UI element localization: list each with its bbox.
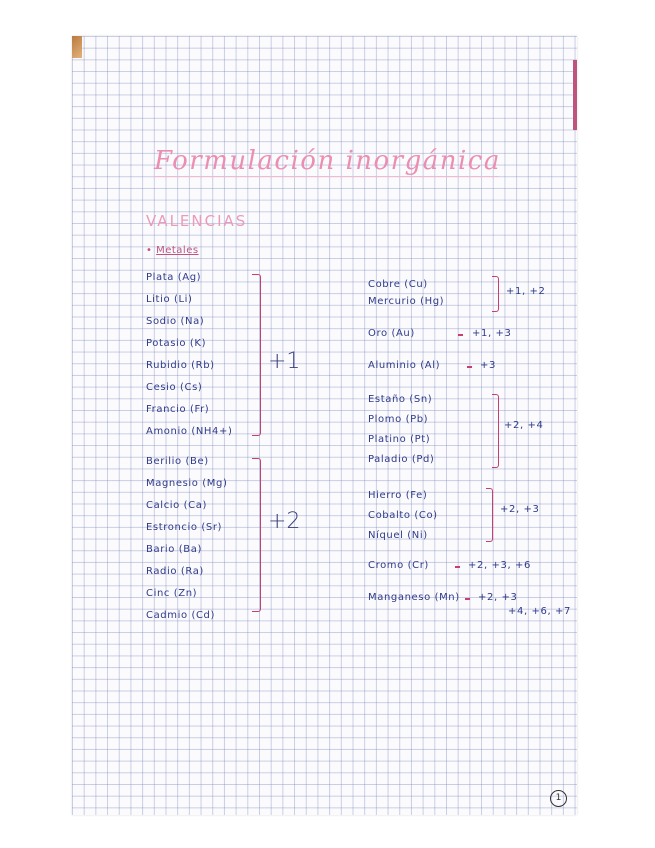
valence-label: +2, +3 (500, 504, 540, 515)
valence-label: +2 (268, 509, 301, 534)
list-item: Francio (Fr) (146, 404, 210, 415)
group-bracket (486, 488, 493, 542)
list-item: Magnesio (Mg) (146, 478, 228, 489)
list-item: Calcio (Ca) (146, 500, 207, 511)
list-item: Litio (Li) (146, 294, 193, 305)
valence-label: +1 (268, 349, 301, 374)
list-item: Rubidio (Rb) (146, 360, 215, 371)
group-bracket (467, 366, 472, 368)
list-item: Sodio (Na) (146, 316, 205, 327)
page-corner (72, 36, 82, 58)
list-item: Cromo (Cr) (368, 560, 429, 571)
list-item: Cobalto (Co) (368, 510, 438, 521)
list-item: Potasio (K) (146, 338, 207, 349)
list-item: Plata (Ag) (146, 272, 202, 283)
group-bracket (492, 394, 499, 468)
list-item: Mercurio (Hg) (368, 296, 445, 307)
group-bracket (458, 334, 463, 336)
valence-label: +4, +6, +7 (508, 606, 571, 617)
subsection-label (146, 245, 199, 256)
list-item: Cobre (Cu) (368, 279, 428, 290)
list-item: Estroncio (Sr) (146, 522, 223, 533)
list-item: Berilio (Be) (146, 456, 209, 467)
list-item: Plomo (Pb) (368, 414, 429, 425)
page-title: Formulación inorgánica (154, 146, 501, 176)
page-edge-tab (573, 60, 577, 130)
list-item: Paladio (Pd) (368, 454, 435, 465)
list-item: Platino (Pt) (368, 434, 431, 445)
list-item: Hierro (Fe) (368, 490, 428, 501)
list-item: Cinc (Zn) (146, 588, 198, 599)
list-item: Bario (Ba) (146, 544, 202, 555)
group-bracket (455, 566, 460, 568)
group-bracket (465, 598, 470, 600)
title-underline (154, 176, 499, 177)
bullet: • (146, 245, 153, 256)
valence-label: +2, +3 (478, 592, 518, 603)
list-item: Radio (Ra) (146, 566, 204, 577)
list-item: Cadmio (Cd) (146, 610, 216, 621)
group-bracket (492, 276, 499, 312)
valence-label: +3 (480, 360, 496, 371)
subsection-text: Metales (156, 245, 199, 256)
group-bracket (252, 458, 261, 612)
list-item: Amonio (NH4+) (146, 426, 233, 437)
valence-label: +1, +3 (472, 328, 512, 339)
list-item: Oro (Au) (368, 328, 415, 339)
section-heading: VALENCIAS (146, 212, 248, 230)
valence-label: +2, +3, +6 (468, 560, 531, 571)
list-item: Manganeso (Mn) (368, 592, 460, 603)
notebook-page (72, 36, 577, 815)
group-bracket (252, 274, 261, 436)
list-item: Cesio (Cs) (146, 382, 203, 393)
valence-label: +1, +2 (506, 286, 546, 297)
list-item: Aluminio (Al) (368, 360, 441, 371)
list-item: Estaño (Sn) (368, 394, 433, 405)
valence-label: +2, +4 (504, 420, 544, 431)
page-number: 1 (550, 790, 567, 807)
list-item: Níquel (Ni) (368, 530, 428, 541)
